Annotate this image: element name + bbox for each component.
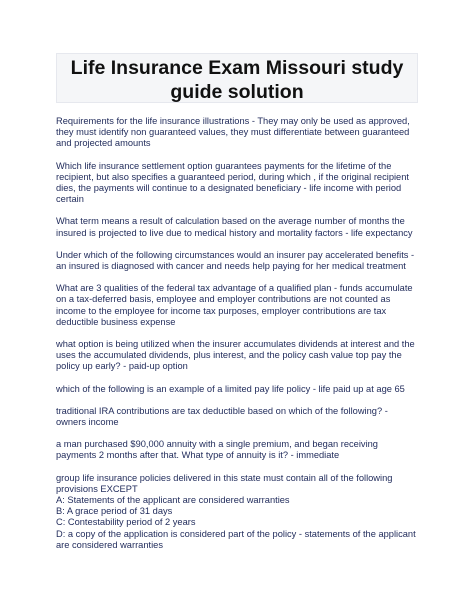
paragraph-line: Under which of the following circumstances would an insurer pay accelerated benefits - [56,249,415,260]
paragraph-line: B: A grace period of 31 days [56,506,173,517]
paragraph-line: policy up early? - paid-up option [56,361,188,372]
document-body [56,116,422,562]
paragraph-line: A: Statements of the applicant are considered warranties [56,495,290,506]
paragraph-line: uses the accumulated dividends, plus interest, and the policy cash value top pay the [56,350,402,361]
paragraph-line: an insured is diagnosed with cancer and needs help paying for her medical treatment [56,261,406,272]
paragraph-line: what option is being utilized when the insurer accumulates dividends at interest and the [56,339,415,350]
paragraph-line: deductible business expense [56,316,176,327]
question-answer-paragraph [56,439,422,461]
paragraph-line: insured is projected to live due to medical history and mortality factors - life expectancy [56,227,413,238]
question-answer-paragraph [56,161,422,206]
question-answer-paragraph [56,250,422,272]
paragraph-line: payments 2 months after that. What type of annuity is it? - immediate [56,450,340,461]
question-answer-paragraph [56,283,422,328]
paragraph-line: traditional IRA contributions are tax deductible based on which of the following? - [56,405,388,416]
paragraph-line: C: Contestability period of 2 years [56,517,196,528]
document-title [56,53,418,103]
paragraph-line: are considered warranties [56,539,163,550]
title-line: Life Insurance Exam Missouri study [70,57,404,79]
paragraph-line: which of the following is an example of a limited pay life policy - life paid up at age 65 [56,383,405,394]
paragraph-line: owners income [56,417,119,428]
paragraph-line: What are 3 qualities of the federal tax advantage of a qualified plan - funds accumulate [56,283,413,294]
paragraph-line: dies, the payments will continue to a designated beneficiary - life income with period [56,183,402,194]
question-answer-paragraph [56,384,422,395]
question-answer-paragraph [56,339,422,373]
paragraph-line: recipient, but also specifies a guaranteed period, during which , if the original recipient [56,171,409,182]
question-answer-paragraph [56,116,422,150]
paragraph-line: Requirements for the life insurance illustrations - They may only be used as approved, [56,116,410,126]
paragraph-line: Which life insurance settlement option guarantees payments for the lifetime of the [56,160,392,171]
paragraph-line: D: a copy of the application is considered part of the policy - statements of the applicant [56,528,416,539]
paragraph-line: provisions EXCEPT [56,483,138,494]
paragraph-line: they must identify non guaranteed values, they must differentiate between guaranteed [56,127,410,138]
question-answer-paragraph [56,406,422,428]
paragraph-line: and projected amounts [56,138,151,149]
paragraph-line: on a tax-deferred basis, employee and employer contributions are not counted as [56,294,391,305]
paragraph-line: a man purchased $90,000 annuity with a single premium, and began receiving [56,439,378,450]
paragraph-line: certain [56,194,84,205]
paragraph-line: What term means a result of calculation based on the average number of months the [56,216,405,227]
question-answer-paragraph [56,216,422,238]
paragraph-line: income to the employee for income tax purposes, employer contributions are tax [56,305,387,316]
paragraph-line: group life insurance policies delivered in this state must contain all of the following [56,472,393,483]
title-line: guide solution [170,81,304,103]
question-answer-paragraph [56,473,422,551]
